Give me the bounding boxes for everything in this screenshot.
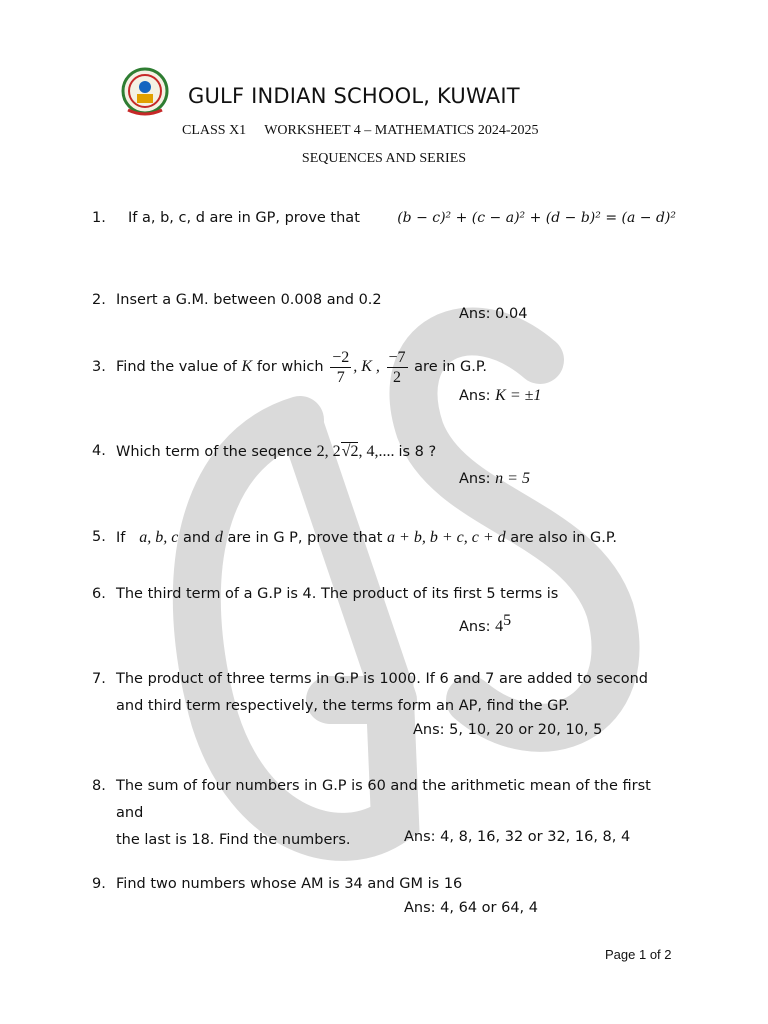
fraction-denominator: 2	[393, 368, 402, 386]
question-text: Find the value of	[116, 359, 237, 375]
sequence-text: 2, 2	[316, 443, 341, 460]
fraction-numerator: −2	[332, 348, 350, 366]
class-line	[182, 123, 539, 139]
question-number: 9.	[92, 876, 106, 892]
fraction-numerator: −7	[388, 348, 406, 366]
fraction-1	[330, 348, 351, 387]
question-text: are in G P, prove that	[227, 530, 383, 546]
answer-base: 4	[495, 617, 504, 635]
topic-title: SEQUENCES AND SERIES	[301, 151, 467, 166]
question-text: Find two numbers whose AM is 34 and GM is 16	[116, 876, 463, 892]
question-7	[92, 666, 676, 720]
question-var: K	[241, 358, 253, 375]
question-math: a + b, b + c, c + d	[387, 529, 506, 546]
answer-3	[459, 387, 541, 405]
answer-4	[459, 470, 530, 488]
fraction-2	[387, 348, 408, 387]
page-number: Page 1 of 2	[605, 947, 672, 962]
question-2	[92, 287, 676, 314]
question-text: The third term of a G.P is 4. The product of its first 5 terms is	[116, 586, 559, 602]
answer-math: K = ±1	[495, 387, 542, 404]
question-text: The product of three terms in G.P is 1000. If 6 and 7 are added to second	[116, 671, 648, 687]
answer-exponent: 5	[503, 612, 512, 629]
question-text: and third term respectively, the terms form an AP, find the GP.	[116, 698, 570, 714]
question-var: d	[214, 529, 223, 546]
answer-2: Ans: 0.04	[459, 306, 528, 322]
answer-math: n = 5	[495, 470, 530, 487]
answer-6	[459, 612, 511, 636]
question-var: a, b, c	[139, 529, 179, 546]
question-text: Which term of the seqence	[116, 444, 313, 460]
question-text: is 8 ?	[398, 444, 437, 460]
question-number: 6.	[92, 586, 106, 602]
worksheet-title: WORKSHEET 4 – MATHEMATICS 2024-2025	[264, 123, 539, 138]
question-number: 7.	[92, 671, 106, 687]
question-text: the last is 18. Find the numbers.	[116, 832, 351, 848]
question-number: 8.	[92, 778, 106, 794]
question-text: If	[116, 530, 126, 546]
sqrt-value: 2	[350, 443, 359, 460]
question-text: are in G.P.	[414, 359, 487, 375]
question-number: 2.	[92, 292, 106, 308]
question-var: , K ,	[353, 358, 380, 375]
question-math: (b − c)² + (c − a)² + (d − b)² = (a − d)²	[397, 210, 676, 226]
question-text: for which	[256, 359, 324, 375]
sqrt-symbol: √2	[341, 443, 359, 460]
fraction-denominator: 7	[336, 368, 345, 386]
question-4	[92, 438, 676, 466]
question-9	[92, 871, 676, 898]
worksheet-header	[0, 0, 768, 180]
question-5	[92, 524, 676, 552]
answer-label: Ans:	[459, 618, 491, 635]
question-text: The sum of four numbers in G.P is 60 and the arithmetic mean of the first and	[116, 778, 651, 821]
question-text: are also in G.P.	[510, 530, 617, 546]
answer-9: Ans: 4, 64 or 64, 4	[404, 900, 538, 916]
question-number: 5.	[92, 529, 106, 545]
answer-8: Ans: 4, 8, 16, 32 or 32, 16, 8, 4	[404, 829, 631, 845]
sequence-text: , 4,....	[358, 443, 399, 460]
answer-7: Ans: 5, 10, 20 or 20, 10, 5	[413, 722, 603, 738]
question-number: 3.	[92, 359, 106, 375]
question-text: and	[182, 530, 211, 546]
answer-label: Ans:	[459, 388, 491, 404]
school-name: GULF INDIAN SCHOOL, KUWAIT	[188, 84, 520, 108]
question-number: 4.	[92, 443, 106, 459]
school-logo	[120, 66, 170, 118]
question-1	[92, 205, 676, 232]
question-number: 1.	[92, 210, 106, 226]
question-3	[92, 345, 676, 389]
question-text: If a, b, c, d are in GP, prove that	[128, 210, 360, 226]
question-text: Insert a G.M. between 0.008 and 0.2	[116, 292, 382, 308]
answer-label: Ans:	[459, 471, 491, 487]
question-6	[92, 581, 676, 608]
class-label: CLASS X1	[182, 123, 247, 138]
